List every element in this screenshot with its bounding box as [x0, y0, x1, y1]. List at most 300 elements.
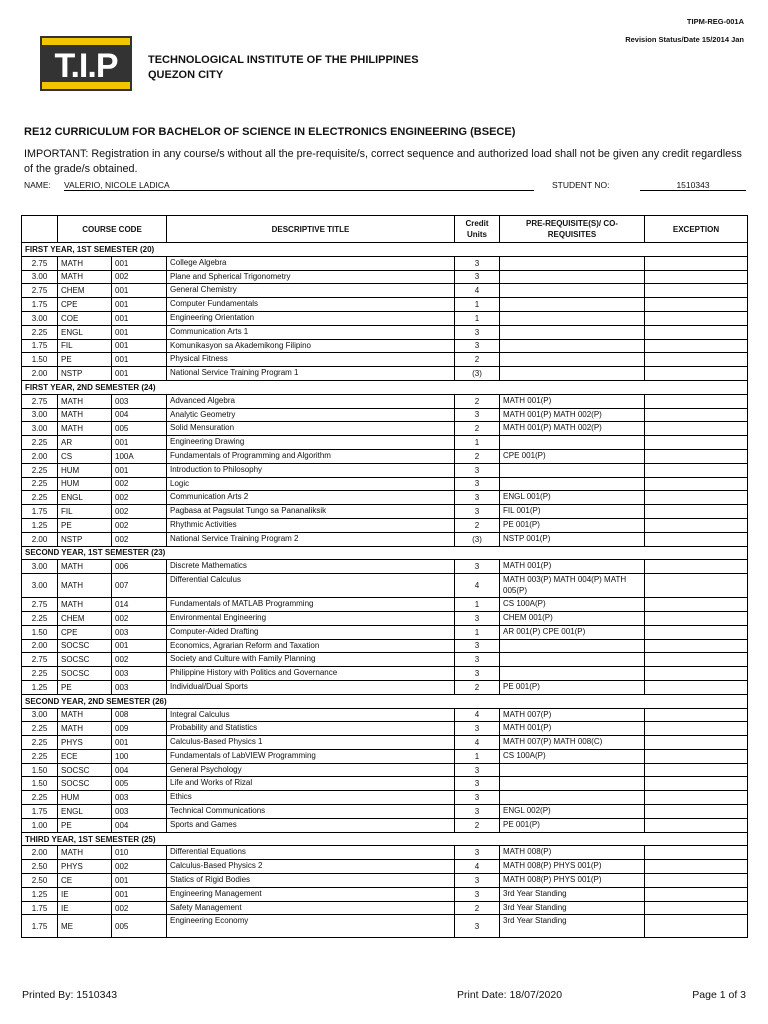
subject-cell: PHYS [58, 736, 112, 750]
grade-cell: 2.25 [22, 611, 58, 625]
table-row [22, 463, 748, 477]
course-number-cell: 002 [112, 860, 167, 874]
descriptive-title-cell: National Service Training Program 1 [167, 367, 455, 381]
course-number-cell: 002 [112, 518, 167, 532]
grade-cell: 2.00 [22, 532, 58, 546]
prerequisite-cell: FIL 001(P) [500, 505, 645, 519]
exception-cell [645, 532, 748, 546]
exception-cell [645, 887, 748, 901]
semester-label: SECOND YEAR, 2ND SEMESTER (26) [22, 694, 748, 708]
table-row [22, 270, 748, 284]
prerequisite-cell: MATH 001(P) [500, 722, 645, 736]
subject-cell: CHEM [58, 284, 112, 298]
descriptive-title-cell: Statics of Rigid Bodies [167, 874, 455, 888]
credit-units-cell: 3 [455, 408, 500, 422]
grade-cell: 3.00 [22, 708, 58, 722]
exception-cell [645, 270, 748, 284]
prerequisite-cell [500, 639, 645, 653]
subject-cell: NSTP [58, 367, 112, 381]
course-number-cell: 001 [112, 874, 167, 888]
descriptive-title-cell: Komunikasyon sa Akademikong Filipino [167, 339, 455, 353]
prerequisite-cell: MATH 001(P) MATH 002(P) [500, 422, 645, 436]
prerequisite-cell: MATH 008(P) [500, 846, 645, 860]
prerequisite-cell [500, 777, 645, 791]
student-no-label: STUDENT NO: [552, 180, 610, 190]
exception-cell [645, 860, 748, 874]
credit-units-cell: 3 [455, 805, 500, 819]
grade-cell: 1.75 [22, 298, 58, 312]
prerequisite-cell: CS 100A(P) [500, 749, 645, 763]
table-row [22, 625, 748, 639]
grade-cell: 3.00 [22, 408, 58, 422]
descriptive-title-cell: Advanced Algebra [167, 394, 455, 408]
grade-cell: 1.00 [22, 818, 58, 832]
table-row [22, 422, 748, 436]
exception-cell [645, 325, 748, 339]
subject-cell: FIL [58, 339, 112, 353]
prerequisite-cell: MATH 001(P) [500, 394, 645, 408]
credit-units-cell: 2 [455, 518, 500, 532]
semester-header-row [22, 243, 748, 257]
credit-units-cell: 3 [455, 639, 500, 653]
grade-cell: 2.00 [22, 846, 58, 860]
descriptive-title-cell: Introduction to Philosophy [167, 463, 455, 477]
course-number-cell: 003 [112, 680, 167, 694]
credit-units-cell: 4 [455, 736, 500, 750]
table-row [22, 915, 748, 938]
descriptive-title-cell: Logic [167, 477, 455, 491]
credit-units-cell: 3 [455, 915, 500, 938]
institute-name: TECHNOLOGICAL INSTITUTE OF THE PHILIPPINES [148, 54, 419, 66]
descriptive-title-cell: Rhythmic Activities [167, 518, 455, 532]
credit-units-cell: 3 [455, 477, 500, 491]
prerequisite-cell: MATH 008(P) PHYS 001(P) [500, 874, 645, 888]
grade-header [22, 216, 58, 243]
prerequisite-cell [500, 653, 645, 667]
course-number-cell: 001 [112, 325, 167, 339]
descriptive-title-cell: Life and Works of Rizal [167, 777, 455, 791]
descriptive-title-cell: College Algebra [167, 256, 455, 270]
grade-cell: 3.00 [22, 270, 58, 284]
table-row [22, 532, 748, 546]
table-row [22, 574, 748, 598]
course-number-cell: 001 [112, 367, 167, 381]
descriptive-title-cell: Differential Calculus [167, 574, 455, 598]
credit-units-cell: 2 [455, 422, 500, 436]
exception-cell [645, 463, 748, 477]
credit-units-cell: 3 [455, 339, 500, 353]
descriptive-title-cell: Economics, Agrarian Reform and Taxation [167, 639, 455, 653]
subject-cell: HUM [58, 791, 112, 805]
prerequisite-cell: ENGL 002(P) [500, 805, 645, 819]
course-number-cell: 003 [112, 667, 167, 681]
credit-units-cell: 2 [455, 394, 500, 408]
table-row [22, 791, 748, 805]
exception-cell [645, 422, 748, 436]
subject-cell: PE [58, 518, 112, 532]
course-number-cell: 005 [112, 422, 167, 436]
course-number-cell: 008 [112, 708, 167, 722]
subject-cell: SOCSC [58, 763, 112, 777]
grade-cell: 2.75 [22, 256, 58, 270]
credit-units-cell: 3 [455, 846, 500, 860]
exception-cell [645, 722, 748, 736]
credit-units-cell: 4 [455, 574, 500, 598]
table-row [22, 256, 748, 270]
grade-cell: 1.50 [22, 777, 58, 791]
subject-cell: MATH [58, 394, 112, 408]
prerequisite-cell: MATH 007(P) [500, 708, 645, 722]
credit-units-cell: 3 [455, 491, 500, 505]
course-number-cell: 001 [112, 463, 167, 477]
exception-cell [645, 680, 748, 694]
exception-cell [645, 639, 748, 653]
course-number-cell: 001 [112, 256, 167, 270]
exception-cell [645, 408, 748, 422]
subject-cell: MATH [58, 422, 112, 436]
grade-cell: 2.00 [22, 449, 58, 463]
table-row [22, 805, 748, 819]
student-no: 1510343 [640, 180, 746, 191]
table-row [22, 818, 748, 832]
course-number-cell: 001 [112, 639, 167, 653]
semester-header-row [22, 832, 748, 846]
descriptive-title-cell: Calculus-Based Physics 1 [167, 736, 455, 750]
grade-cell: 1.75 [22, 339, 58, 353]
prerequisite-cell: PE 001(P) [500, 680, 645, 694]
prerequisite-cell: PE 001(P) [500, 518, 645, 532]
grade-cell: 2.25 [22, 436, 58, 450]
credit-units-cell: 1 [455, 298, 500, 312]
grade-cell: 2.75 [22, 598, 58, 612]
table-row [22, 284, 748, 298]
exception-cell [645, 256, 748, 270]
exception-cell [645, 874, 748, 888]
course-number-cell: 005 [112, 777, 167, 791]
grade-cell: 1.50 [22, 763, 58, 777]
exception-cell [645, 505, 748, 519]
grade-cell: 2.50 [22, 874, 58, 888]
table-row [22, 339, 748, 353]
descriptive-title-cell: Calculus-Based Physics 2 [167, 860, 455, 874]
semester-header-row [22, 546, 748, 560]
subject-cell: COE [58, 311, 112, 325]
descriptive-title-cell: Fundamentals of Programming and Algorithm [167, 449, 455, 463]
grade-cell: 2.75 [22, 653, 58, 667]
semester-header-row [22, 694, 748, 708]
grade-cell: 3.00 [22, 422, 58, 436]
credit-units-cell: 3 [455, 270, 500, 284]
subject-cell: MATH [58, 560, 112, 574]
table-row [22, 860, 748, 874]
course-number-cell: 002 [112, 653, 167, 667]
credit-units-cell: 1 [455, 749, 500, 763]
credit-units-cell: (3) [455, 367, 500, 381]
subject-cell: FIL [58, 505, 112, 519]
subject-cell: NSTP [58, 532, 112, 546]
semester-label: FIRST YEAR, 2ND SEMESTER (24) [22, 380, 748, 394]
course-number-cell: 004 [112, 818, 167, 832]
descriptive-title-cell: Pagbasa at Pagsulat Tungo sa Pananaliksik [167, 505, 455, 519]
table-row [22, 639, 748, 653]
exception-cell [645, 625, 748, 639]
subject-cell: PE [58, 680, 112, 694]
grade-cell: 2.25 [22, 791, 58, 805]
credit-units-cell: 3 [455, 611, 500, 625]
course-number-cell: 002 [112, 477, 167, 491]
credit-units-cell: 2 [455, 680, 500, 694]
exception-cell [645, 574, 748, 598]
credit-units-cell: 1 [455, 436, 500, 450]
exception-header: EXCEPTION [645, 216, 748, 243]
prerequisite-cell: MATH 003(P) MATH 004(P) MATH 005(P) [500, 574, 645, 598]
curriculum-table [21, 215, 748, 938]
subject-cell: ME [58, 915, 112, 938]
grade-cell: 1.75 [22, 915, 58, 938]
subject-cell: MATH [58, 408, 112, 422]
prerequisite-cell [500, 353, 645, 367]
credit-units-cell: 4 [455, 284, 500, 298]
course-number-cell: 010 [112, 846, 167, 860]
exception-cell [645, 763, 748, 777]
table-row [22, 408, 748, 422]
printed-by: Printed By: 1510343 [22, 989, 118, 1001]
credit-units-cell: 4 [455, 708, 500, 722]
credit-units-cell: (3) [455, 532, 500, 546]
table-row [22, 449, 748, 463]
grade-cell: 1.25 [22, 680, 58, 694]
descriptive-title-cell: Environmental Engineering [167, 611, 455, 625]
exception-cell [645, 667, 748, 681]
descriptive-title-cell: Differential Equations [167, 846, 455, 860]
descriptive-title-cell: Ethics [167, 791, 455, 805]
subject-cell: MATH [58, 256, 112, 270]
credit-units-cell: 3 [455, 791, 500, 805]
credit-units-cell: 1 [455, 625, 500, 639]
prerequisite-cell: CS 100A(P) [500, 598, 645, 612]
descriptive-title-cell: Safety Management [167, 901, 455, 915]
print-date: Print Date: 18/07/2020 [457, 989, 563, 1001]
table-row [22, 749, 748, 763]
grade-cell: 1.50 [22, 625, 58, 639]
subject-cell: MATH [58, 846, 112, 860]
descriptive-title-header: DESCRIPTIVE TITLE [167, 216, 455, 243]
course-number-cell: 009 [112, 722, 167, 736]
table-row [22, 887, 748, 901]
credit-units-cell: 2 [455, 818, 500, 832]
page-number: Page 1 of 3 [692, 989, 746, 1001]
prerequisite-cell [500, 367, 645, 381]
table-row [22, 722, 748, 736]
course-number-cell: 100A [112, 449, 167, 463]
table-row [22, 680, 748, 694]
credit-units-cell: 1 [455, 598, 500, 612]
exception-cell [645, 353, 748, 367]
table-row [22, 353, 748, 367]
course-number-cell: 001 [112, 311, 167, 325]
subject-cell: CPE [58, 625, 112, 639]
course-number-cell: 005 [112, 915, 167, 938]
exception-cell [645, 901, 748, 915]
table-row [22, 763, 748, 777]
subject-cell: IE [58, 901, 112, 915]
descriptive-title-cell: Philippine History with Politics and Governance [167, 667, 455, 681]
exception-cell [645, 367, 748, 381]
credit-units-cell: 3 [455, 763, 500, 777]
course-number-cell: 001 [112, 887, 167, 901]
prerequisite-cell: 3rd Year Standing [500, 915, 645, 938]
grade-cell: 2.25 [22, 463, 58, 477]
grade-cell: 2.25 [22, 722, 58, 736]
course-number-cell: 003 [112, 625, 167, 639]
descriptive-title-cell: Discrete Mathematics [167, 560, 455, 574]
grade-cell: 1.25 [22, 887, 58, 901]
exception-cell [645, 339, 748, 353]
table-header-row [22, 216, 748, 243]
credit-units-cell: 3 [455, 256, 500, 270]
exception-cell [645, 915, 748, 938]
grade-cell: 1.25 [22, 518, 58, 532]
credit-units-cell: 4 [455, 860, 500, 874]
descriptive-title-cell: Integral Calculus [167, 708, 455, 722]
descriptive-title-cell: Computer-Aided Drafting [167, 625, 455, 639]
name-label: NAME: [24, 180, 51, 190]
subject-cell: MATH [58, 722, 112, 736]
course-number-cell: 003 [112, 394, 167, 408]
grade-cell: 2.25 [22, 325, 58, 339]
descriptive-title-cell: General Chemistry [167, 284, 455, 298]
exception-cell [645, 598, 748, 612]
table-row [22, 667, 748, 681]
subject-cell: HUM [58, 463, 112, 477]
table-row [22, 367, 748, 381]
subject-cell: SOCSC [58, 667, 112, 681]
exception-cell [645, 560, 748, 574]
document-id: TIPM-REG-001A [686, 17, 744, 26]
credit-units-header: Credit Units [455, 216, 500, 243]
credit-units-cell: 3 [455, 560, 500, 574]
subject-cell: HUM [58, 477, 112, 491]
exception-cell [645, 653, 748, 667]
table-row [22, 846, 748, 860]
course-number-cell: 002 [112, 505, 167, 519]
credit-units-cell: 3 [455, 874, 500, 888]
prerequisite-cell [500, 763, 645, 777]
prerequisite-cell: CHEM 001(P) [500, 611, 645, 625]
descriptive-title-cell: General Psychology [167, 763, 455, 777]
exception-cell [645, 708, 748, 722]
grade-cell: 2.25 [22, 667, 58, 681]
table-row [22, 708, 748, 722]
table-row [22, 901, 748, 915]
subject-cell: MATH [58, 708, 112, 722]
exception-cell [645, 491, 748, 505]
grade-cell: 1.50 [22, 353, 58, 367]
subject-cell: IE [58, 887, 112, 901]
subject-cell: SOCSC [58, 653, 112, 667]
table-row [22, 436, 748, 450]
logo-text: T.I.P [54, 47, 118, 85]
semester-header-row [22, 380, 748, 394]
table-row [22, 598, 748, 612]
tip-logo [40, 36, 132, 91]
subject-cell: ENGL [58, 325, 112, 339]
subject-cell: SOCSC [58, 777, 112, 791]
descriptive-title-cell: Physical Fitness [167, 353, 455, 367]
subject-cell: CE [58, 874, 112, 888]
subject-cell: ENGL [58, 491, 112, 505]
table-row [22, 611, 748, 625]
course-number-cell: 001 [112, 298, 167, 312]
course-number-cell: 004 [112, 408, 167, 422]
course-number-cell: 002 [112, 532, 167, 546]
exception-cell [645, 777, 748, 791]
table-row [22, 777, 748, 791]
descriptive-title-cell: Analytic Geometry [167, 408, 455, 422]
table-row [22, 505, 748, 519]
grade-cell: 2.75 [22, 284, 58, 298]
subject-cell: PHYS [58, 860, 112, 874]
table-row [22, 311, 748, 325]
semester-label: SECOND YEAR, 1ST SEMESTER (23) [22, 546, 748, 560]
table-row [22, 394, 748, 408]
grade-cell: 1.75 [22, 505, 58, 519]
course-number-cell: 001 [112, 284, 167, 298]
prerequisite-cell [500, 311, 645, 325]
descriptive-title-cell: Solid Mensuration [167, 422, 455, 436]
course-code-header: COURSE CODE [58, 216, 167, 243]
prerequisite-cell: MATH 001(P) [500, 560, 645, 574]
prerequisite-cell: CPE 001(P) [500, 449, 645, 463]
table-row [22, 491, 748, 505]
curriculum-title: RE12 CURRICULUM FOR BACHELOR OF SCIENCE IN ELECTRONICS ENGINEERING (BSECE) [24, 126, 516, 138]
prerequisite-cell: MATH 007(P) MATH 008(C) [500, 736, 645, 750]
descriptive-title-cell: Communication Arts 1 [167, 325, 455, 339]
credit-units-cell: 3 [455, 777, 500, 791]
grade-cell: 2.25 [22, 736, 58, 750]
exception-cell [645, 791, 748, 805]
descriptive-title-cell: Engineering Management [167, 887, 455, 901]
revision-status: Revision Status/Date 15/2014 Jan [625, 35, 744, 44]
course-number-cell: 100 [112, 749, 167, 763]
grade-cell: 2.00 [22, 367, 58, 381]
credit-units-cell: 3 [455, 325, 500, 339]
prerequisite-cell [500, 256, 645, 270]
descriptive-title-cell: Engineering Orientation [167, 311, 455, 325]
exception-cell [645, 436, 748, 450]
course-number-cell: 006 [112, 560, 167, 574]
exception-cell [645, 284, 748, 298]
table-row [22, 560, 748, 574]
credit-units-cell: 3 [455, 887, 500, 901]
course-number-cell: 007 [112, 574, 167, 598]
descriptive-title-cell: Computer Fundamentals [167, 298, 455, 312]
course-number-cell: 002 [112, 270, 167, 284]
grade-cell: 2.25 [22, 749, 58, 763]
subject-cell: CS [58, 449, 112, 463]
descriptive-title-cell: Engineering Drawing [167, 436, 455, 450]
exception-cell [645, 611, 748, 625]
prerequisite-cell [500, 436, 645, 450]
subject-cell: ECE [58, 749, 112, 763]
semester-label: FIRST YEAR, 1ST SEMESTER (20) [22, 243, 748, 257]
table-row [22, 325, 748, 339]
prerequisite-cell [500, 284, 645, 298]
exception-cell [645, 477, 748, 491]
credit-units-cell: 2 [455, 449, 500, 463]
descriptive-title-cell: National Service Training Program 2 [167, 532, 455, 546]
descriptive-title-cell: Fundamentals of LabVIEW Programming [167, 749, 455, 763]
